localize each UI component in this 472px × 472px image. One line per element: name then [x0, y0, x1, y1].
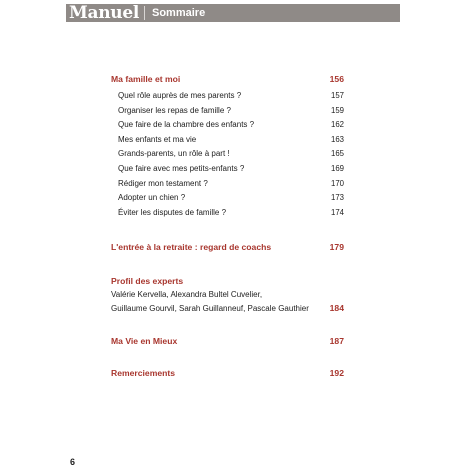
page-number: 6 — [70, 457, 76, 467]
toc-item-page: 173 — [330, 193, 344, 203]
manuel-logo — [66, 4, 146, 22]
experts-names-row — [111, 302, 344, 316]
toc-item[interactable] — [111, 162, 344, 177]
toc-item-page: 169 — [330, 163, 344, 173]
chapter-title: L'entrée à la retraite : regard de coachs — [111, 242, 272, 253]
experts-title: Profil des experts — [111, 276, 184, 287]
toc-item-label: Éviter les disputes de famille ? — [118, 207, 227, 217]
table-of-contents — [111, 72, 344, 380]
toc-item-page: 159 — [330, 105, 344, 115]
toc-chapter-remerciements[interactable] — [111, 366, 344, 380]
page-header — [66, 4, 400, 22]
chapter-title: Remerciements — [111, 368, 176, 379]
toc-item-label: Organiser les repas de famille ? — [118, 105, 231, 115]
toc-item-page: 163 — [330, 134, 344, 144]
toc-item-page: 165 — [330, 149, 344, 159]
experts-names-line2: Guillaume Gourvil, Sarah Guillanneuf, Pascale Gauthier — [111, 304, 309, 314]
toc-item-label: Adopter un chien ? — [118, 193, 186, 203]
chapter-page: 156 — [329, 74, 344, 84]
experts-page: 184 — [329, 303, 344, 314]
toc-item-label: Rédiger mon testament ? — [118, 178, 208, 188]
chapter-title: Ma famille et moi — [111, 74, 181, 84]
toc-item[interactable] — [111, 177, 344, 192]
experts-names-line1: Valérie Kervella, Alexandra Bultel Cuvelier, — [111, 290, 263, 300]
toc-experts-heading[interactable] — [111, 274, 344, 288]
toc-item[interactable] — [111, 133, 344, 148]
toc-item-label: Quel rôle auprès de mes parents ? — [118, 91, 242, 100]
toc-item[interactable] — [111, 147, 344, 162]
toc-item[interactable] — [111, 104, 344, 119]
toc-item-page: 174 — [330, 207, 344, 217]
toc-item[interactable] — [111, 206, 344, 221]
toc-item-page: 162 — [330, 120, 344, 130]
toc-chapter-ma-vie-en-mieux[interactable] — [111, 334, 344, 348]
chapter-page: 187 — [329, 336, 344, 347]
chapter-page: 192 — [329, 368, 344, 379]
toc-chapter-famille[interactable] — [111, 72, 344, 86]
toc-item[interactable] — [111, 191, 344, 206]
toc-item-label: Que faire de la chambre des enfants ? — [118, 120, 255, 130]
toc-item-label: Mes enfants et ma vie — [118, 134, 197, 144]
toc-item-page: 170 — [330, 178, 344, 188]
header-divider — [144, 6, 145, 20]
chapter-page: 179 — [329, 242, 344, 253]
logo-main-text: Manuel — [69, 3, 140, 23]
toc-item-page: 157 — [330, 91, 344, 100]
toc-item[interactable] — [111, 89, 344, 104]
toc-chapter-retraite[interactable] — [111, 240, 344, 254]
toc-item-label: Grands-parents, un rôle à part ! — [118, 149, 230, 159]
chapter-title: Ma Vie en Mieux — [111, 336, 178, 347]
toc-item[interactable] — [111, 118, 344, 133]
section-title: Sommaire — [152, 7, 206, 19]
toc-item-label: Que faire avec mes petits-enfants ? — [118, 163, 245, 173]
